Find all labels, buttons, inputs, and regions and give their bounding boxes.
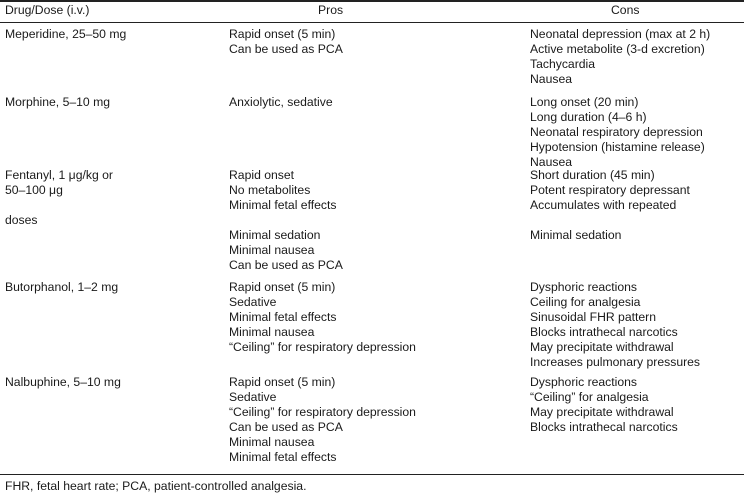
pros-cell: [229, 375, 416, 465]
cons-cell: [530, 27, 710, 87]
cons-line: Blocks intrathecal narcotics: [530, 325, 678, 339]
cons-line: Dysphoric reactions: [530, 375, 638, 389]
pros-line: “Ceiling” for respiratory depression: [229, 340, 416, 354]
pros-line: Minimal sedation: [229, 228, 321, 242]
pros-cell: [229, 280, 416, 355]
drug-line: Morphine, 5–10 mg: [5, 95, 111, 109]
bottom-rule: [0, 474, 744, 475]
cons-line: Hypotension (histamine release): [530, 140, 705, 154]
pros-line: Sedative: [229, 295, 277, 309]
pros-line: [229, 213, 343, 228]
pros-cell: [229, 27, 343, 57]
drug-cell: [5, 27, 126, 42]
pros-line: Sedative: [229, 390, 277, 404]
drug-line: Fentanyl, 1 μg/kg or: [5, 168, 113, 182]
cons-line: “Ceiling” for analgesia: [530, 390, 649, 404]
pros-line: Can be used as PCA: [229, 420, 343, 434]
footnote: FHR, fetal heart rate; PCA, patient-controlled analgesia.: [5, 479, 307, 493]
drug-line: Butorphanol, 1–2 mg: [5, 280, 119, 294]
cons-line: Long onset (20 min): [530, 95, 639, 109]
cons-line: Minimal sedation: [530, 228, 622, 242]
cons-line: Potent respiratory depressant: [530, 183, 690, 197]
drug-cell: [5, 280, 118, 295]
cons-line: Ceiling for analgesia: [530, 295, 641, 309]
drug-cell: [5, 95, 110, 110]
cons-line: May precipitate withdrawal: [530, 405, 674, 419]
cons-line: Neonatal respiratory depression: [530, 125, 703, 139]
cons-line: Dysphoric reactions: [530, 280, 638, 294]
pros-line: Can be used as PCA: [229, 42, 343, 56]
drug-cell: [5, 375, 121, 390]
pros-line: Rapid onset (5 min): [229, 27, 336, 41]
cons-cell: [530, 375, 678, 435]
drug-line: [5, 198, 113, 213]
pros-line: Minimal fetal effects: [229, 198, 337, 212]
cons-line: Nausea: [530, 155, 573, 169]
cons-cell: [530, 168, 690, 243]
cons-line: Accumulates with repeated: [530, 198, 677, 212]
drug-line: 50–100 μg: [5, 183, 63, 197]
cons-line: Short duration (45 min): [530, 168, 655, 182]
pros-cell: [229, 95, 333, 110]
pros-line: “Ceiling” for respiratory depression: [229, 405, 416, 419]
header-cons: Cons: [611, 3, 640, 17]
pros-line: Minimal fetal effects: [229, 310, 337, 324]
cons-line: [530, 213, 690, 228]
drug-line: Meperidine, 25–50 mg: [5, 27, 127, 41]
pros-line: Minimal fetal effects: [229, 450, 337, 464]
cons-line: May precipitate withdrawal: [530, 340, 674, 354]
pros-line: Can be used as PCA: [229, 258, 343, 272]
pros-line: Rapid onset (5 min): [229, 375, 336, 389]
top-rule: [0, 0, 744, 2]
cons-line: Sinusoidal FHR pattern: [530, 310, 656, 324]
cons-cell: [530, 95, 705, 170]
cons-line: Long duration (4–6 h): [530, 110, 647, 124]
cons-cell: [530, 280, 700, 370]
header-rule: [0, 22, 744, 23]
drug-cell: [5, 168, 113, 228]
drug-line: Nalbuphine, 5–10 mg: [5, 375, 121, 389]
pros-line: Minimal nausea: [229, 325, 315, 339]
drug-line: doses: [5, 213, 38, 227]
cons-line: Neonatal depression (max at 2 h): [530, 27, 711, 41]
pros-line: Anxiolytic, sedative: [229, 95, 333, 109]
cons-line: Blocks intrathecal narcotics: [530, 420, 678, 434]
header-pros: Pros: [318, 3, 344, 17]
pros-line: Minimal nausea: [229, 435, 315, 449]
header-drug: Drug/Dose (i.v.): [5, 3, 90, 17]
pros-line: Rapid onset: [229, 168, 295, 182]
pros-line: Minimal nausea: [229, 243, 315, 257]
pros-cell: [229, 168, 343, 273]
cons-line: Increases pulmonary pressures: [530, 355, 701, 369]
cons-line: Nausea: [530, 72, 573, 86]
pros-line: Rapid onset (5 min): [229, 280, 336, 294]
cons-line: Active metabolite (3-d excretion): [530, 42, 705, 56]
pros-line: No metabolites: [229, 183, 311, 197]
cons-line: Tachycardia: [530, 57, 596, 71]
